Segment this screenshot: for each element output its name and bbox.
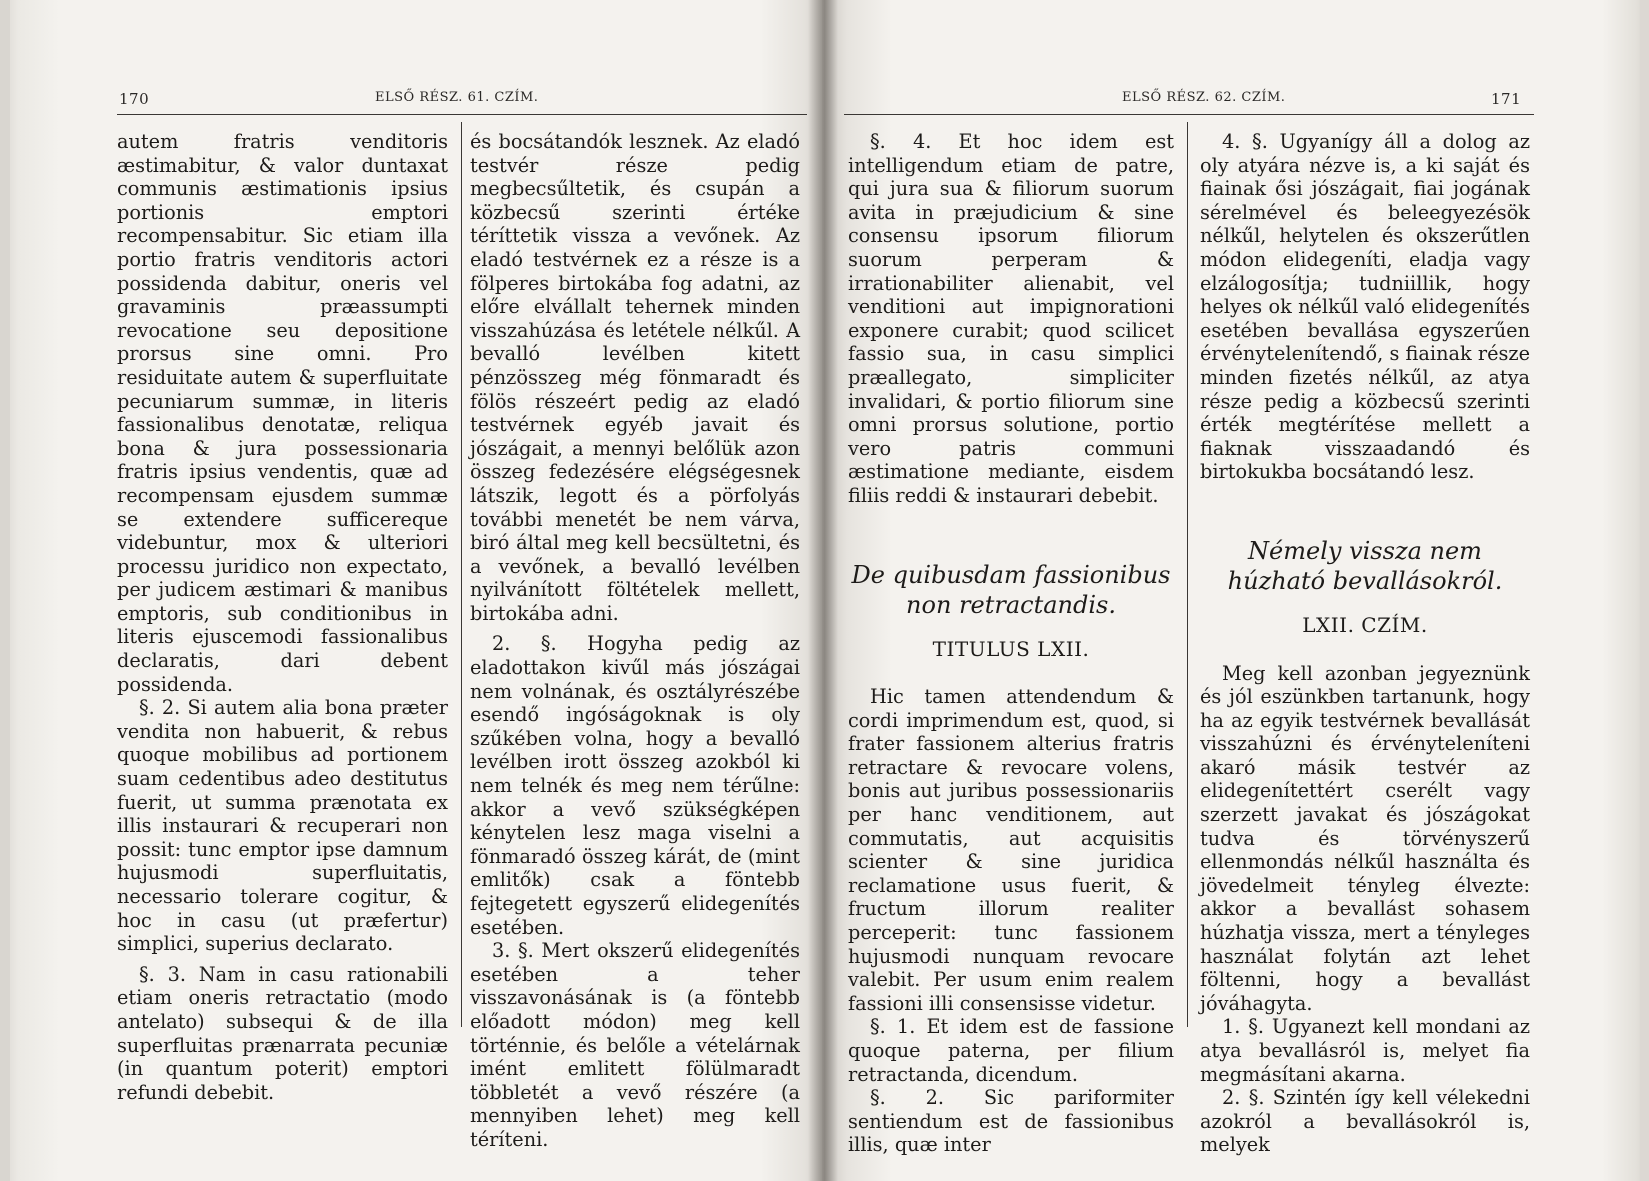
titulus-hungarian: LXII. CZÍM.	[1302, 612, 1428, 637]
hungarian-paragraph: 1. §. Ugyanezt kell mondani az atya bevallásról is, melyet fia megmásítani akarna.	[1200, 1015, 1530, 1086]
hungarian-paragraph: 2. §. Hogyha pedig az eladottakon kivűl más jószágai nem volnának, és osztályrészébe esendő ingóságoknak is oly szűkében volna, hogy a bevalló levélben irott összeg azokból ki nem telnék és meg nem térűlne: akkor a vevő szükségképen kénytelen lesz maga viselni a fönmaradó összeg kárát, de (mint emlitők) csak a föntebb fejtegetett egyszerű elidegenítés esetében.	[470, 632, 800, 939]
hungarian-paragraph: Meg kell azonban jegyeznünk és jól eszünkben tartanunk, hogy ha az egyik testvérnek bevallását visszahúzni és érvényteleníteni akaró másik testvér az elidegenítettért cserélt vagy szerzett javakat és jószágokat tudva és törvényszerű ellenmondás nélkűl használta és jövedelmeit tényleg élvezte: akkor a bevallást sohasem húzhatja vissza, mert a tényleges használat folytán azt lehet föltenni, hogy a bevallást jóváhagyta.	[1200, 661, 1530, 1015]
running-head-left: ELSŐ RÉSZ. 61. CZÍM.	[375, 90, 539, 105]
page-edges-right	[1640, 0, 1649, 1181]
left-page	[0, 0, 822, 1181]
running-head-right: ELSŐ RÉSZ. 62. CZÍM.	[1122, 90, 1286, 105]
hungarian-column-left	[470, 130, 800, 1152]
header-rule-right	[844, 114, 1534, 115]
latin-paragraph: §. 3. Nam in casu rationabili etiam oneris retractatio (modo antelato) subsequi & de illa superfluitas prænarrata pecuniæ (in quantum poterit) emptori refundi debebit.	[117, 962, 448, 1104]
column-rule-right	[1187, 122, 1188, 1027]
section-heading-hungarian: Némely vissza nem húzható bevallásokról.	[1227, 536, 1503, 595]
hungarian-column-right	[1200, 130, 1530, 1157]
latin-paragraph: §. 1. Et idem est de fassione quoque paterna, per filium retractanda, dicendum.	[848, 1015, 1174, 1086]
latin-paragraph: §. 4. Et hoc idem est intelligendum etiam de patre, qui jura sua & filiorum suorum avita in præjudicium & sine consensu ipsorum filiorum suorum perperam & irrationabiliter alienabit, vel venditioni aut impignorationi exponere curabit; quod scilicet fassio sua, in casu simplici præallegato, simpliciter invalidari, & portio filiorum sine omni prorsus solutione, portio vero patris communi æstimatione mediante, eisdem filiis reddi & instaurari debebit.	[848, 130, 1174, 507]
latin-paragraph: autem fratris venditoris æstimabitur, & valor duntaxat communis æstimationis ipsius portionis emptori recompensabitur. Sic etiam illa portio fratris venditoris actori possidenda dabitur, oneris vel gravaminis præassumpti revocatione seu depositione prorsus sine omni. Pro residuitate autem & superfluitate pecuniarum summæ, in literis fassionalibus denotatæ, reliqua bona & jura possessionaria fratris ipsius vendentis, quæ ad recompensam ejusdem summæ se extendere sufficereque videbuntur, mox & ulteriori processu juridico non expectato, per judicem æstimari & manibus emptoris, sub conditionibus in literis ejuscemodi fassionalibus declaratis, dari debent possidenda.	[117, 130, 448, 696]
latin-column-left	[117, 130, 448, 1104]
latin-paragraph: §. 2. Si autem alia bona præter vendita non habuerit, & rebus quoque mobilibus ad portionem suam cedentibus adeo destitutus fuerit, ut summa prænotata ex illis instaurari & recuperari non possit: tunc emptor ipse damnum hujusmodi superfluitatis, necessario tolerare cogitur, & hoc in casu (ut præfertur) simplici, superius declarato.	[117, 696, 448, 956]
hungarian-paragraph: 3. §. Mert okszerű elidegenítés esetében a teher visszavonásának is (a föntebb előadott módon) meg kell történnie, és belőle a vételárnak imént emlitett fölülmaradt többletét a vevő részére (a mennyiben lehet) meg kell téríteni.	[470, 939, 800, 1151]
right-page	[822, 0, 1649, 1181]
latin-paragraph: §. 2. Sic pariformiter sentiendum est de fassionibus illis, quæ inter	[848, 1086, 1174, 1157]
latin-column-right	[848, 130, 1174, 1157]
section-heading-latin: De quibusdam fassionibus non retractandis.	[851, 560, 1171, 619]
titulus-latin: TITULUS LXII.	[932, 636, 1090, 661]
header-rule-left	[117, 114, 807, 115]
page-edges-left	[0, 0, 10, 1181]
page-number-right: 171	[1491, 90, 1522, 108]
book-gutter	[808, 0, 838, 1181]
hungarian-paragraph: és bocsátandók lesznek. Az eladó testvér része pedig megbecsűltetik, és csupán a közbecsű szerinti értéke téríttetik vissza a vevőnek. Az eladó testvérnek ez a része is a fölperes birtokába fog adatni, az előre elvállalt tehernek minden visszahúzása és letétele nélkűl. A bevalló levélben kitett pénzösszeg még fönmaradt és fölös részeért pedig az eladó testvérnek egyéb javait és jószágait, a mennyi belőlük azon összeg fedezésére elégségesnek látszik, legott és a pörfolyás további menetét be nem várva, biró által meg kell becsültetni, és a vevőnek, a bevalló levélben nyilvánított föltételek mellett, birtokába adni.	[470, 130, 800, 625]
hungarian-paragraph: 4. §. Ugyanígy áll a dolog az oly atyára nézve is, a ki saját és fiainak ősi jószágait, fiai jogának sérelmével és beleegyezésök nélkűl, helytelen és okszerűtlen módon elidegeníti, eladja vagy elzálogosítja; tudniillik, hogy helyes ok nélkűl való elidegenítés esetében bevallása egyszerűen érvénytelenítendő, s fiainak része minden fizetés nélkűl, az atya része pedig a közbecsű szerinti érték megtérítése mellett a fiaknak visszaadandó és birtokukba bocsátandó lesz.	[1200, 130, 1530, 484]
column-rule-left	[461, 122, 462, 1027]
latin-paragraph: Hic tamen attendendum & cordi imprimendum est, quod, si frater fassionem alterius fratris retractare & revocare volens, bonis aut juribus possessionariis per hanc venditionem, aut commutatis, aut acquisitis scienter & sine juridica reclamatione usus fuerit, & fructum illorum realiter perceperit: tunc fassionem hujusmodi nunquam revocare valebit. Per usum enim realem fassioni illi consensisse videtur.	[848, 685, 1174, 1015]
page-number-left: 170	[119, 90, 150, 108]
hungarian-paragraph: 2. §. Szintén így kell vélekedni azokról a bevallásokról is, melyek	[1200, 1086, 1530, 1157]
